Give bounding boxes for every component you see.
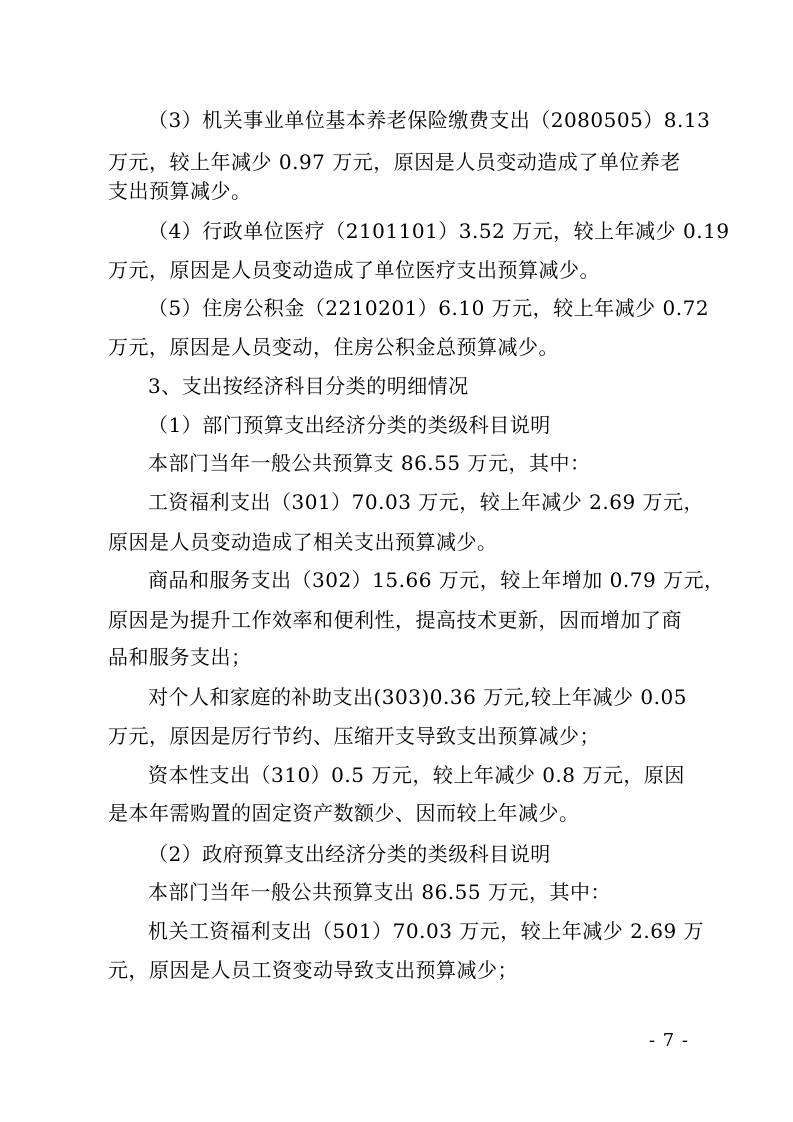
paragraph-line: 万元，原因是厉行节约、压缩开支导致支出预算减少； bbox=[108, 724, 600, 748]
paragraph-line: 工资福利支出（301）70.03 万元，较上年减少 2.69 万元， bbox=[148, 490, 705, 514]
paragraph-line: （4）行政单位医疗（2101101）3.52 万元，较上年减少 0.19 bbox=[148, 219, 730, 243]
paragraph-line: 商品和服务支出（302）15.66 万元，较上年增加 0.79 万元， bbox=[148, 568, 725, 592]
paragraph-line: 原因是为提升工作效率和便利性，提高技术更新，因而增加了商 bbox=[108, 608, 682, 632]
paragraph-line: 万元，较上年减少 0.97 万元，原因是人员变动造成了单位养老 bbox=[108, 150, 681, 174]
paragraph-line: 本部门当年一般公共预算支 86.55 万元，其中： bbox=[148, 451, 591, 475]
paragraph-line: 机关工资福利支出（501）70.03 万元，较上年减少 2.69 万 bbox=[148, 919, 705, 943]
subsection-heading: （1）部门预算支出经济分类的类级科目说明 bbox=[148, 413, 551, 437]
paragraph-line: 原因是人员变动造成了相关支出预算减少。 bbox=[108, 530, 498, 554]
paragraph-line: （5）住房公积金（2210201）6.10 万元，较上年减少 0.72 bbox=[148, 296, 710, 320]
paragraph-line: 是本年需购置的固定资产数额少、因而较上年减少。 bbox=[108, 801, 580, 825]
section-heading: 3、支出按经济科目分类的明细情况 bbox=[148, 374, 469, 398]
subsection-heading: （2）政府预算支出经济分类的类级科目说明 bbox=[148, 842, 551, 866]
paragraph-line: 支出预算减少。 bbox=[108, 179, 252, 203]
paragraph-line: 元，原因是人员工资变动导致支出预算减少； bbox=[108, 958, 518, 982]
paragraph-line: 本部门当年一般公共预算支出 86.55 万元，其中： bbox=[148, 880, 611, 904]
paragraph-line: 万元，原因是人员变动造成了单位医疗支出预算减少。 bbox=[108, 258, 600, 282]
paragraph-line: 对个人和家庭的补助支出(303)0.36 万元,较上年减少 0.05 bbox=[148, 685, 687, 709]
paragraph-line: （3）机关事业单位基本养老保险缴费支出（2080505）8.13 bbox=[148, 108, 711, 132]
paragraph-line: 品和服务支出； bbox=[108, 645, 252, 669]
paragraph-line: 万元，原因是人员变动，住房公积金总预算减少。 bbox=[108, 335, 559, 359]
paragraph-line: 资本性支出（310）0.5 万元，较上年减少 0.8 万元，原因 bbox=[148, 763, 685, 787]
page-number: - 7 - bbox=[648, 1030, 689, 1051]
